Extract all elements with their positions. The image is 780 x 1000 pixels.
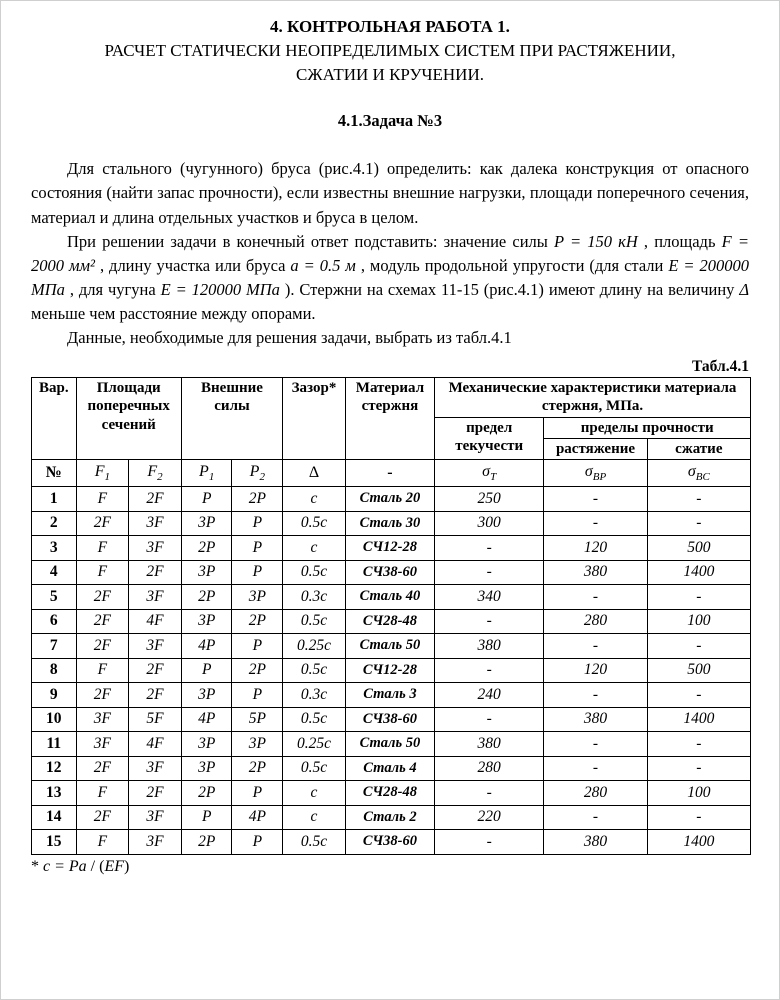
symbol-cell: $P_1$ [181, 460, 232, 487]
cell-sbc: 500 [647, 536, 750, 561]
cell-p2: P [232, 781, 283, 806]
title-line-2: РАСЧЕТ СТАТИЧЕСКИ НЕОПРЕДЕЛИМЫХ СИСТЕМ ПРИ РАСТЯЖЕНИИ, [104, 41, 676, 61]
cell-sbc: - [647, 732, 750, 757]
cell-st: - [435, 609, 544, 634]
cell-f2: 3F [129, 585, 182, 610]
cell-p1: 3P [181, 560, 232, 585]
cell-p2: P [232, 560, 283, 585]
cell-f1: 2F [76, 511, 129, 536]
table-row [32, 585, 751, 610]
cell-mat: СЧ38-60 [345, 707, 434, 732]
cell-gap: 0.5c [283, 511, 346, 536]
cell-mat: СЧ28-48 [345, 609, 434, 634]
header-gap: Зазор* [283, 378, 346, 460]
cell-p2: P [232, 536, 283, 561]
cell-f2: 3F [129, 634, 182, 659]
cell-gap: 0.5c [283, 560, 346, 585]
cell-p1: 3P [181, 756, 232, 781]
table-row [32, 805, 751, 830]
cell-sbc: - [647, 634, 750, 659]
symbol-cell: Δ [283, 460, 346, 487]
cell-gap: 0.3c [283, 683, 346, 708]
table-row [32, 609, 751, 634]
cell-sbp: 380 [544, 560, 647, 585]
cell-p2: P [232, 830, 283, 855]
cell-no: 11 [32, 732, 77, 757]
cell-f1: F [76, 487, 129, 512]
cell-p1: P [181, 658, 232, 683]
table-row [32, 658, 751, 683]
cell-no: 3 [32, 536, 77, 561]
cell-sbp: 120 [544, 658, 647, 683]
cell-sbc: 500 [647, 658, 750, 683]
cell-gap: 0.3c [283, 585, 346, 610]
cell-mat: Сталь 50 [345, 634, 434, 659]
cell-st: 280 [435, 756, 544, 781]
cell-p2: 5P [232, 707, 283, 732]
cell-mat: СЧ12-28 [345, 658, 434, 683]
cell-sbp: 380 [544, 707, 647, 732]
cell-gap: 0.5c [283, 658, 346, 683]
cell-no: 12 [32, 756, 77, 781]
table-row [32, 511, 751, 536]
cell-p1: 2P [181, 536, 232, 561]
cell-f1: 2F [76, 805, 129, 830]
header-variant: Вар. [32, 378, 77, 460]
cell-mat: СЧ28-48 [345, 781, 434, 806]
cell-no: 6 [32, 609, 77, 634]
cell-sbp: 280 [544, 609, 647, 634]
table-row [32, 536, 751, 561]
variants-table [31, 377, 751, 855]
cell-mat: Сталь 40 [345, 585, 434, 610]
cell-st: - [435, 781, 544, 806]
symbol-cell: $\sigma_{BP}$ [544, 460, 647, 487]
cell-sbc: 1400 [647, 560, 750, 585]
cell-st: 250 [435, 487, 544, 512]
table-row [32, 781, 751, 806]
cell-st: 300 [435, 511, 544, 536]
header-compression: сжатие [647, 438, 750, 459]
body-text [31, 157, 749, 350]
cell-gap: c [283, 536, 346, 561]
table-row [32, 830, 751, 855]
cell-gap: 0.5c [283, 756, 346, 781]
cell-mat: Сталь 50 [345, 732, 434, 757]
cell-p1: 2P [181, 585, 232, 610]
cell-sbp: 380 [544, 830, 647, 855]
cell-f2: 3F [129, 830, 182, 855]
cell-sbc: 1400 [647, 830, 750, 855]
cell-f1: F [76, 658, 129, 683]
cell-f1: 2F [76, 609, 129, 634]
cell-p1: 4P [181, 707, 232, 732]
cell-p2: 2P [232, 658, 283, 683]
cell-gap: 0.5c [283, 830, 346, 855]
cell-mat: Сталь 3 [345, 683, 434, 708]
cell-p2: 2P [232, 487, 283, 512]
cell-p1: 3P [181, 609, 232, 634]
table-row [32, 707, 751, 732]
header-external-forces: Внешние силы [181, 378, 282, 460]
cell-p1: 3P [181, 683, 232, 708]
cell-f2: 2F [129, 658, 182, 683]
cell-no: 10 [32, 707, 77, 732]
cell-no: 7 [32, 634, 77, 659]
paragraph-table-reference: Данные, необходимые для решения задачи, выбрать из табл.4.1 [67, 327, 512, 347]
cell-p2: 3P [232, 585, 283, 610]
cell-sbp: - [544, 683, 647, 708]
cell-gap: 0.25c [283, 732, 346, 757]
cell-f1: 3F [76, 732, 129, 757]
cell-st: 340 [435, 585, 544, 610]
cell-sbc: - [647, 756, 750, 781]
cell-f2: 4F [129, 732, 182, 757]
cell-sbc: - [647, 487, 750, 512]
cell-sbc: 100 [647, 781, 750, 806]
symbol-cell: $F_1$ [76, 460, 129, 487]
cell-p1: 3P [181, 511, 232, 536]
symbol-cell: $\sigma_T$ [435, 460, 544, 487]
cell-p1: 3P [181, 732, 232, 757]
cell-f2: 3F [129, 756, 182, 781]
header-row-groups [32, 378, 751, 418]
cell-st: - [435, 658, 544, 683]
cell-no: 5 [32, 585, 77, 610]
cell-no: 4 [32, 560, 77, 585]
cell-st: 380 [435, 634, 544, 659]
cell-p2: P [232, 634, 283, 659]
cell-sbc: - [647, 683, 750, 708]
cell-gap: c [283, 487, 346, 512]
table-row [32, 634, 751, 659]
cell-no: 13 [32, 781, 77, 806]
header-tension: растяжение [544, 438, 647, 459]
cell-mat: СЧ38-60 [345, 560, 434, 585]
cell-p2: 3P [232, 732, 283, 757]
cell-f2: 2F [129, 560, 182, 585]
cell-no: 8 [32, 658, 77, 683]
gap-footnote: * c = Pa / (EF) [31, 857, 130, 875]
paragraph-problem-statement: Для стального (чугунного) бруса (рис.4.1) определить: как далека конструкция от опасного состояния (найти запас прочности), если известны внешние нагрузки, площади поперечного сечения, материал и длина отдельных участков и бруса в целом. [31, 159, 749, 227]
header-cross-section-areas: Площади поперечных сечений [76, 378, 181, 460]
cell-gap: 0.5c [283, 707, 346, 732]
cell-mat: СЧ12-28 [345, 536, 434, 561]
table-row [32, 487, 751, 512]
cell-gap: 0.5c [283, 609, 346, 634]
cell-f2: 2F [129, 683, 182, 708]
header-yield-limit: предел текучести [435, 417, 544, 460]
cell-f1: 2F [76, 756, 129, 781]
cell-mat: СЧ38-60 [345, 830, 434, 855]
cell-st: - [435, 707, 544, 732]
title-line-3: СЖАТИИ И КРУЧЕНИИ. [296, 65, 484, 85]
cell-sbp: - [544, 634, 647, 659]
table-row [32, 560, 751, 585]
cell-f2: 3F [129, 536, 182, 561]
cell-f1: 2F [76, 585, 129, 610]
header-strength-limits: пределы прочности [544, 417, 751, 438]
paragraph-given-values: При решении задачи в конечный ответ подставить: значение силы P = 150 кН , площадь F = 2000 мм² , длину участка или бруса a = 0.5 м , модуль продольной упругости (для стали E = 200000 МПа , для чугуна E = 120000 МПа ). Стержни на схемах 11-15 (рис.4.1) имеют длину на величину Δ меньше чем расстояние между опорами. [31, 231, 750, 323]
title-line-1: 4. КОНТРОЛЬНАЯ РАБОТА 1. [270, 17, 510, 36]
cell-f1: F [76, 830, 129, 855]
cell-f1: F [76, 536, 129, 561]
cell-p1: 2P [181, 781, 232, 806]
table-header [32, 378, 751, 487]
cell-mat: Сталь 4 [345, 756, 434, 781]
cell-p2: 4P [232, 805, 283, 830]
header-symbol-row [32, 460, 751, 487]
cell-sbp: - [544, 487, 647, 512]
cell-p1: 2P [181, 830, 232, 855]
symbol-cell: - [345, 460, 434, 487]
cell-st: - [435, 536, 544, 561]
cell-st: - [435, 560, 544, 585]
cell-p2: P [232, 683, 283, 708]
table-body [32, 487, 751, 855]
cell-no: 9 [32, 683, 77, 708]
cell-no: 1 [32, 487, 77, 512]
cell-sbc: - [647, 585, 750, 610]
cell-no: 15 [32, 830, 77, 855]
table-row [32, 756, 751, 781]
cell-sbp: - [544, 585, 647, 610]
symbol-cell: № [32, 460, 77, 487]
cell-f2: 3F [129, 805, 182, 830]
document-title [31, 15, 749, 87]
cell-sbc: 100 [647, 609, 750, 634]
cell-f1: 2F [76, 683, 129, 708]
cell-f1: 2F [76, 634, 129, 659]
symbol-cell: $\sigma_{BC}$ [647, 460, 750, 487]
cell-sbp: 280 [544, 781, 647, 806]
cell-p1: 4P [181, 634, 232, 659]
cell-sbp: - [544, 732, 647, 757]
cell-mat: Сталь 20 [345, 487, 434, 512]
cell-st: 380 [435, 732, 544, 757]
cell-sbp: - [544, 805, 647, 830]
cell-no: 2 [32, 511, 77, 536]
cell-p1: P [181, 805, 232, 830]
cell-p1: P [181, 487, 232, 512]
cell-mat: Сталь 2 [345, 805, 434, 830]
symbol-cell: $F_2$ [129, 460, 182, 487]
cell-f2: 3F [129, 511, 182, 536]
cell-st: 240 [435, 683, 544, 708]
cell-sbp: - [544, 511, 647, 536]
cell-mat: Сталь 30 [345, 511, 434, 536]
cell-sbp: 120 [544, 536, 647, 561]
cell-p2: P [232, 511, 283, 536]
cell-f1: 3F [76, 707, 129, 732]
cell-st: 220 [435, 805, 544, 830]
cell-sbc: 1400 [647, 707, 750, 732]
section-subtitle: 4.1.Задача №3 [337, 111, 443, 131]
symbol-cell: $P_2$ [232, 460, 283, 487]
header-mechanical-characteristics: Механические характеристики материала стержня, МПа. [435, 378, 751, 418]
cell-gap: c [283, 781, 346, 806]
table-row [32, 732, 751, 757]
cell-sbc: - [647, 511, 750, 536]
table-row [32, 683, 751, 708]
cell-f2: 5F [129, 707, 182, 732]
cell-gap: c [283, 805, 346, 830]
cell-p2: 2P [232, 609, 283, 634]
cell-f2: 2F [129, 781, 182, 806]
cell-f1: F [76, 560, 129, 585]
cell-st: - [435, 830, 544, 855]
cell-gap: 0.25c [283, 634, 346, 659]
cell-sbp: - [544, 756, 647, 781]
cell-p2: 2P [232, 756, 283, 781]
cell-f2: 2F [129, 487, 182, 512]
cell-sbc: - [647, 805, 750, 830]
cell-f1: F [76, 781, 129, 806]
cell-no: 14 [32, 805, 77, 830]
table-caption: Табл.4.1 [691, 358, 749, 375]
cell-f2: 4F [129, 609, 182, 634]
header-rod-material: Материал стержня [345, 378, 434, 460]
